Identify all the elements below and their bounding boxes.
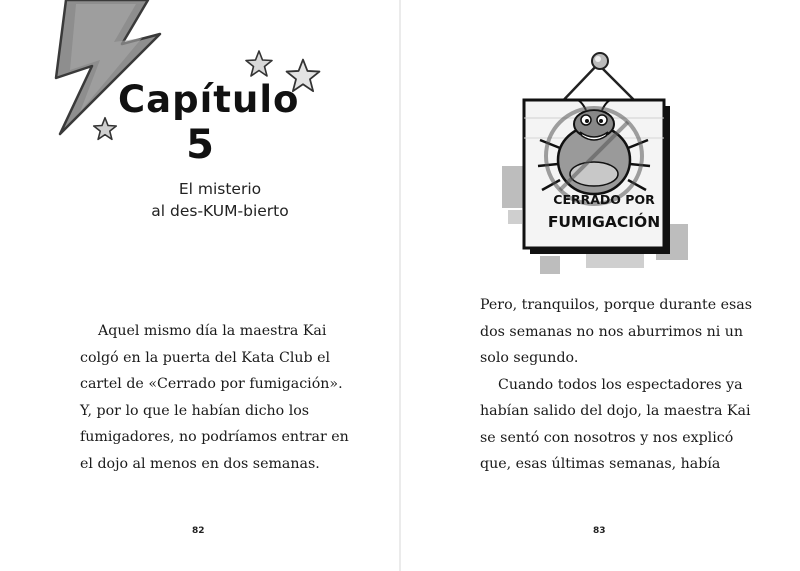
body-paragraph — [480, 292, 752, 478]
text-line: colgó en la puerta del Kata Club el — [80, 349, 331, 366]
nail-highlight — [595, 56, 601, 62]
star-icon — [92, 116, 118, 142]
subtitle-line: al des-KUM-bierto — [151, 202, 289, 220]
star-icon — [244, 49, 274, 79]
text-line: fumigadores, no podríamos entrar en — [80, 429, 349, 445]
text-line: cartel de «Cerrado por fumigación». — [80, 376, 343, 392]
text-line: Aquel mismo día la maestra Kai — [98, 323, 327, 339]
text-line: que, esas últimas semanas, había — [480, 456, 721, 472]
bug-pupil — [599, 119, 603, 123]
text-line: Cuando todos los espectadores ya — [498, 376, 743, 393]
sign-text-line2: FUMIGACIÓN — [547, 213, 661, 231]
text-line: el dojo al menos en dos semanas. — [80, 455, 320, 472]
right-page — [400, 0, 800, 571]
page-number: 82 — [192, 526, 205, 536]
subtitle-line: El misterio — [178, 180, 262, 198]
closed-sign-illustration — [500, 48, 700, 278]
chapter-number: 5 — [186, 122, 214, 168]
chapter-subtitle — [120, 178, 320, 222]
text-line: se sentó con nosotros y nos explicó — [480, 429, 734, 446]
page-number: 83 — [593, 526, 606, 536]
text-line: dos semanas no nos aburrimos ni un — [480, 323, 744, 340]
bug-pupil — [585, 119, 589, 123]
sign-text-line1: CERRADO POR — [553, 192, 655, 207]
backdrop-patch — [508, 210, 522, 224]
text-line: Y, por lo que le habían dicho los — [80, 402, 310, 419]
chapter-title: Capítulo — [118, 78, 300, 121]
backdrop-patch — [540, 256, 560, 274]
body-paragraph — [80, 318, 349, 477]
bug-head — [574, 110, 614, 138]
text-line: habían salido del dojo, la maestra Kai — [480, 403, 751, 419]
text-line: solo segundo. — [480, 350, 579, 366]
text-line: Pero, tranquilos, porque durante esas — [480, 297, 753, 313]
